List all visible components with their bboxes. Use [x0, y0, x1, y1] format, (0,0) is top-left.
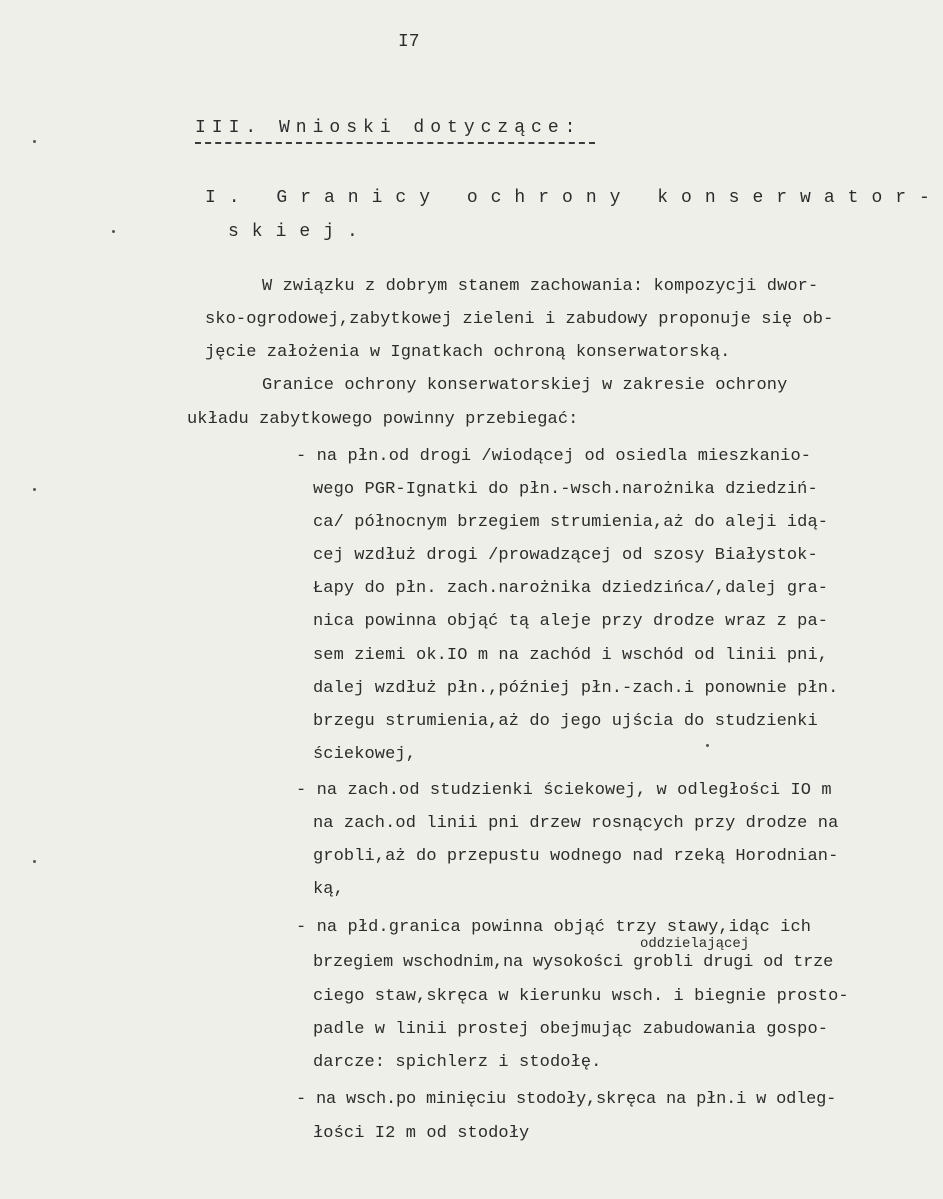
list-item: brzegu strumienia,aż do jego ujścia do studzienki	[313, 712, 818, 731]
list-item: - na płd.granica powinna objąć trzy stawy,idąc ich	[296, 918, 812, 937]
handwritten-insertion: oddzielającej	[640, 936, 750, 952]
margin-dot	[706, 744, 709, 747]
title-underline	[195, 142, 595, 144]
list-item: - na płn.od drogi /wiodącej od osiedla mieszkanio-	[296, 447, 812, 466]
page-number: I7	[398, 32, 420, 52]
list-item: padle w linii prostej obejmując zabudowania gospo-	[313, 1020, 829, 1039]
paragraph-line: W związku z dobrym stanem zachowania: kompozycji dwor-	[262, 277, 819, 296]
list-item: nica powinna objąć tą aleje przy drodze wraz z pa-	[313, 612, 829, 631]
list-item: ca/ północnym brzegiem strumienia,aż do aleji idą-	[313, 513, 829, 532]
section-title-text: III. Wnioski dotyczące:	[195, 118, 582, 138]
list-item: ką,	[313, 880, 344, 899]
list-item: darcze: spichlerz i stodołę.	[313, 1053, 602, 1072]
list-item: dalej wzdłuż płn.,później płn.-zach.i ponownie płn.	[313, 679, 839, 698]
list-item: na zach.od linii pni drzew rosnących przy drodze na	[313, 814, 839, 833]
margin-dot	[33, 488, 36, 491]
list-item: brzegiem wschodnim,na wysokości grobli drugi od trze	[313, 953, 834, 972]
margin-dot	[112, 230, 115, 233]
paragraph-line: jęcie założenia w Ignatkach ochroną konserwatorską.	[205, 343, 731, 362]
subsection-line-1: I. Granicy ochrony konserwator-	[205, 188, 943, 208]
list-item: - na zach.od studzienki ściekowej, w odległości IO m	[296, 781, 832, 800]
list-item: grobli,aż do przepustu wodnego nad rzeką Horodnian-	[313, 847, 839, 866]
list-item: łości I2 m od stodoły	[313, 1124, 530, 1143]
paragraph-line: sko-ogrodowej,zabytkowej zieleni i zabudowy proponuje się ob-	[205, 310, 834, 329]
section-title	[195, 118, 581, 138]
list-item: wego PGR-Ignatki do płn.-wsch.narożnika dziedziń-	[313, 480, 818, 499]
list-item: ściekowej,	[313, 745, 417, 764]
list-item: Łapy do płn. zach.narożnika dziedzińca/,dalej gra-	[313, 579, 829, 598]
list-item: ciego staw,skręca w kierunku wsch. i biegnie prosto-	[313, 987, 849, 1006]
list-item: - na wsch.po minięciu stodoły,skręca na płn.i w odleg-	[296, 1090, 837, 1109]
paragraph-line: Granice ochrony konserwatorskiej w zakresie ochrony	[262, 376, 788, 395]
list-item: sem ziemi ok.IO m na zachód i wschód od linii pni,	[313, 646, 829, 665]
margin-dot	[33, 140, 36, 143]
subsection-line-2: skiej.	[228, 222, 371, 242]
margin-dot	[33, 860, 36, 863]
list-item: cej wzdłuż drogi /prowadzącej od szosy Białystok-	[313, 546, 818, 565]
paragraph-line: układu zabytkowego powinny przebiegać:	[187, 410, 579, 429]
